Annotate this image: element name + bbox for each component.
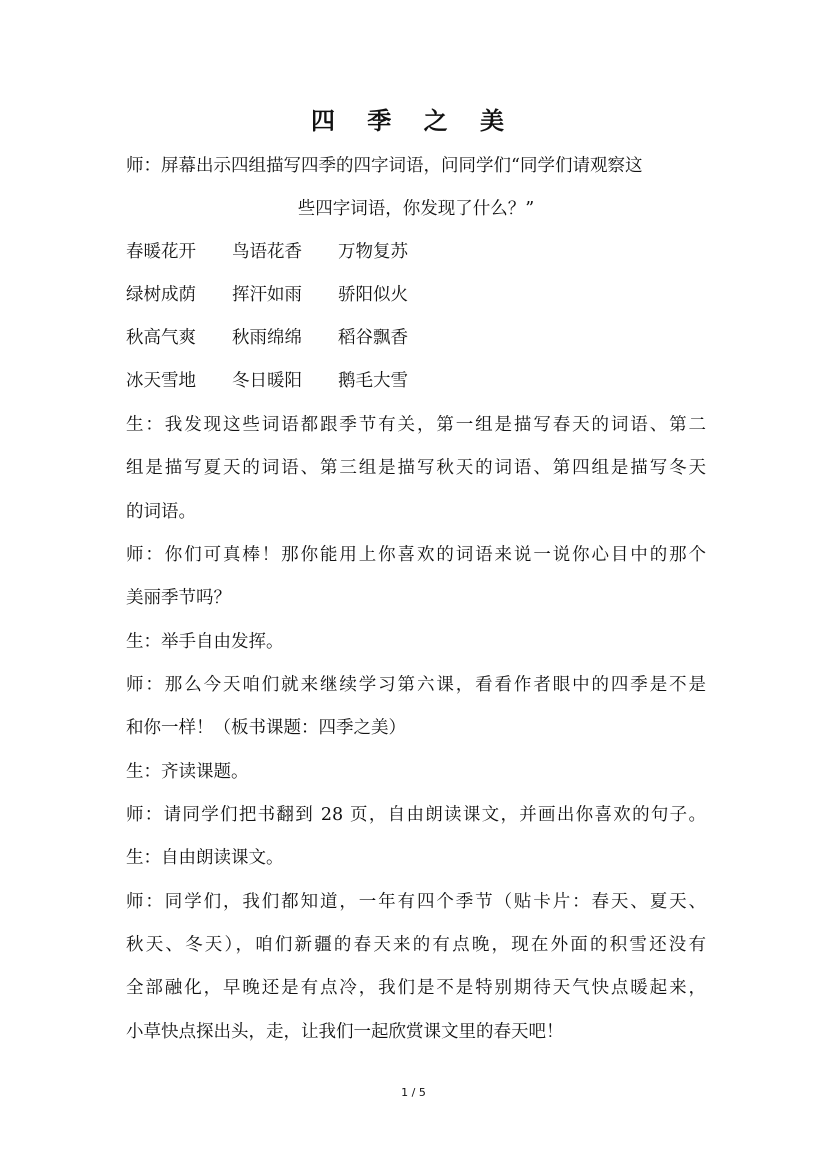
dialogue-line: 和你一样！（板书课题：四季之美） [126, 718, 406, 738]
dialogue-line: 生：自由朗读课文。 [126, 848, 284, 868]
dialogue-line: 师：那么今天咱们就来继续学习第六课，看看作者眼中的四季是不是 [126, 675, 706, 695]
dialogue-line: 师：同学们，我们都知道，一年有四个季节（贴卡片：春天、夏天、 [126, 892, 706, 912]
dialogue-line: 全部融化，早晚还是有点冷，我们是不是特别期待天气快点暖起来， [126, 978, 706, 998]
word-group-4 [126, 366, 706, 396]
word-item: 春暖花开 [126, 242, 196, 262]
dialogue-line: 师：你们可真棒！那你能用上你喜欢的词语来说一说你心目中的那个 [126, 545, 706, 565]
word-item: 鸟语花香 [232, 242, 302, 262]
word-item: 万物复苏 [338, 242, 408, 262]
word-item: 冬日暖阳 [232, 371, 302, 391]
intro-line-2: 些四字词语，你发现了什么？” [297, 199, 535, 219]
word-group-3 [126, 323, 706, 353]
page-title: 四 季 之 美 [310, 106, 517, 135]
dialogue-line: 生：举手自由发挥。 [126, 632, 284, 652]
dialogue-line: 组是描写夏天的词语、第三组是描写秋天的词语、第四组是描写冬天 [126, 458, 706, 478]
word-item: 绿树成荫 [126, 285, 196, 305]
dialogue-line: 师：请同学们把书翻到 28 页，自由朗读课文，并画出你喜欢的句子。 [126, 805, 706, 825]
intro-line-1: 师：屏幕出示四组描写四季的四字词语，问同学们“同学们请观察这 [126, 156, 643, 176]
word-item: 秋高气爽 [126, 328, 196, 348]
word-item: 鹅毛大雪 [338, 371, 408, 391]
word-item: 冰天雪地 [126, 371, 196, 391]
page-number: 1 / 5 [401, 1086, 426, 1099]
word-group-1 [126, 237, 706, 267]
dialogue-line: 秋天、冬天），咱们新疆的春天来的有点晚，现在外面的积雪还没有 [126, 935, 706, 955]
dialogue-line: 美丽季节吗？ [126, 588, 231, 608]
dialogue-line: 生：我发现这些词语都跟季节有关，第一组是描写春天的词语、第二 [126, 415, 706, 435]
dialogue-line: 生：齐读课题。 [126, 762, 249, 782]
dialogue-line: 小草快点探出头，走，让我们一起欣赏课文里的春天吧！ [126, 1022, 564, 1042]
dialogue-line: 的词语。 [126, 502, 196, 522]
word-item: 稻谷飘香 [338, 328, 408, 348]
word-item: 挥汗如雨 [232, 285, 302, 305]
word-item: 秋雨绵绵 [232, 328, 302, 348]
word-group-2 [126, 280, 706, 310]
word-item: 骄阳似火 [338, 285, 408, 305]
